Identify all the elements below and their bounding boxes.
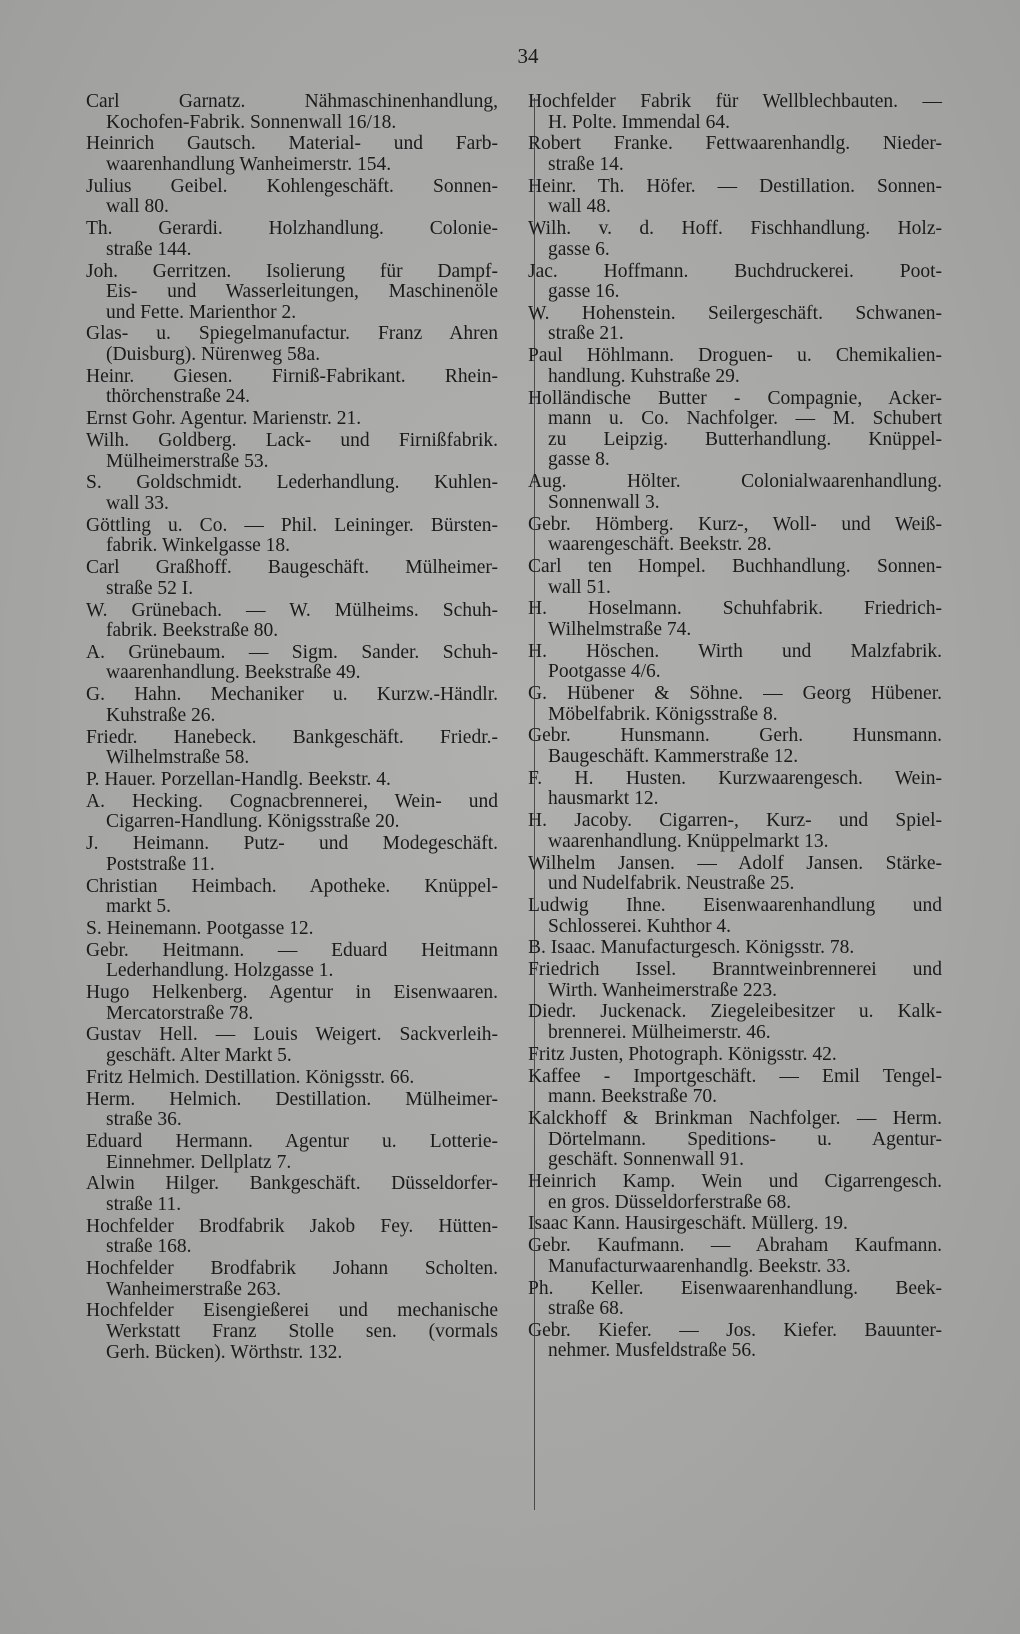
entry-line: und Nudelfabrik. Neustraße 25.	[548, 873, 795, 895]
directory-entry	[86, 728, 498, 769]
directory-entry	[86, 1025, 498, 1066]
directory-entry	[86, 919, 498, 940]
entry-line: Carl Graßhoff. Baugeschäft. Mülheimer-	[86, 557, 498, 579]
entry-line: en gros. Düsseldorferstraße 68.	[548, 1191, 792, 1213]
directory-entry	[528, 684, 942, 725]
entry-line: Aug. Hölter. Colonialwaarenhandlung.	[528, 471, 942, 493]
entry-line: Robert Franke. Fettwaarenhandlg. Nieder-	[528, 133, 942, 155]
directory-entry	[528, 177, 942, 218]
entry-line: Gebr. Kaufmann. — Abraham Kaufmann.	[528, 1235, 942, 1257]
entry-line: W. Grünebach. — W. Mülheims. Schuh-	[86, 599, 498, 621]
entry-line: A. Hecking. Cognacbrennerei, Wein- und	[86, 790, 498, 812]
directory-entry	[86, 92, 498, 133]
directory-entry	[528, 515, 942, 556]
directory-entry	[528, 262, 942, 303]
directory-entry	[528, 1172, 942, 1213]
entry-line: Heinrich Gautsch. Material- und Farb-	[86, 133, 498, 155]
directory-entry	[86, 409, 498, 430]
left-column	[86, 92, 498, 1364]
entry-line: Gerh. Bücken). Wörthstr. 132.	[106, 1341, 343, 1363]
entry-line: und Fette. Marienthor 2.	[106, 301, 297, 323]
entry-line: hausmarkt 12.	[548, 788, 659, 810]
directory-entry	[528, 599, 942, 640]
directory-entry	[528, 1321, 942, 1362]
entry-line: B. Isaac. Manufacturgesch. Königsstr. 78.	[528, 937, 855, 959]
entry-line: Alwin Hilger. Bankgeschäft. Düsseldorfer-	[86, 1173, 498, 1195]
entry-line: S. Goldschmidt. Lederhandlung. Kuhlen-	[86, 472, 498, 494]
entry-line: wall 80.	[106, 196, 169, 218]
entry-line: straße 144.	[106, 238, 192, 260]
entry-line: H. Polte. Immendal 64.	[548, 111, 730, 133]
directory-entry	[528, 1067, 942, 1108]
entry-line: waarengeschäft. Beekstr. 28.	[548, 534, 772, 556]
entry-line: H. Hoselmann. Schuhfabrik. Friedrich-	[528, 598, 942, 620]
entry-line: Paul Höhlmann. Droguen- u. Chemikalien-	[528, 345, 942, 367]
directory-entry	[86, 367, 498, 408]
entry-line: J. Heimann. Putz- und Modegeschäft.	[86, 833, 498, 855]
entry-line: Wirth. Wanheimerstraße 223.	[548, 979, 778, 1001]
entry-line: Joh. Gerritzen. Isolierung für Dampf-	[86, 260, 498, 282]
entry-line: Hochfelder Eisengießerei und mechanische	[86, 1300, 498, 1322]
directory-entry	[86, 324, 498, 365]
directory-entry	[86, 770, 498, 791]
directory-entry	[528, 811, 942, 852]
entry-line: G. Hübener & Söhne. — Georg Hübener.	[528, 683, 942, 705]
directory-entry	[86, 877, 498, 918]
directory-entry	[528, 1045, 942, 1066]
entry-line: nehmer. Musfeldstraße 56.	[548, 1340, 756, 1362]
directory-entry	[528, 726, 942, 767]
entry-line: Heinr. Giesen. Firniß-Fabrikant. Rhein-	[86, 365, 498, 387]
entry-line: H. Jacoby. Cigarren-, Kurz- und Spiel-	[528, 810, 942, 832]
entry-line: Ernst Gohr. Agentur. Marienstr. 21.	[86, 408, 362, 430]
entry-line: Fritz Justen, Photograph. Königsstr. 42.	[528, 1043, 837, 1065]
entry-line: Wanheimerstraße 263.	[106, 1278, 281, 1300]
entry-line: Gebr. Hunsmann. Gerh. Hunsmann.	[528, 725, 942, 747]
entry-line: Carl ten Hompel. Buchhandlung. Sonnen-	[528, 555, 942, 577]
entry-line: waarenhandlung Wanheimerstr. 154.	[106, 153, 392, 175]
directory-entry	[86, 473, 498, 514]
entry-line: Sonnenwall 3.	[548, 491, 660, 513]
directory-entry	[86, 262, 498, 324]
entry-line: Heinr. Th. Höfer. — Destillation. Sonnen-	[528, 175, 942, 197]
entry-line: Friedr. Hanebeck. Bankgeschäft. Friedr.-	[86, 726, 498, 748]
entry-line: Hochfelder Brodfabrik Johann Scholten.	[86, 1258, 498, 1280]
entry-line: Mülheimerstraße 53.	[106, 450, 269, 472]
entry-line: Julius Geibel. Kohlengeschäft. Sonnen-	[86, 175, 498, 197]
entry-line: Kuhstraße 26.	[106, 704, 216, 726]
entry-line: straße 14.	[548, 153, 624, 175]
directory-entry	[528, 304, 942, 345]
entry-line: S. Heinemann. Pootgasse 12.	[86, 917, 314, 939]
entry-line: Göttling u. Co. — Phil. Leininger. Bürsten-	[86, 514, 498, 536]
entry-line: mann. Beekstraße 70.	[548, 1086, 717, 1108]
directory-entry	[528, 472, 942, 513]
right-column	[528, 92, 942, 1363]
entry-line: markt 5.	[106, 896, 171, 918]
entry-line: waarenhandlung. Beekstraße 49.	[106, 662, 361, 684]
entry-line: Christian Heimbach. Apotheke. Knüppel-	[86, 875, 498, 897]
directory-entry	[528, 938, 942, 959]
entry-line: Baugeschäft. Kammerstraße 12.	[548, 746, 799, 768]
entry-line: geschäft. Sonnenwall 91.	[548, 1149, 745, 1171]
entry-line: Manufacturwaarenhandlg. Beekstr. 33.	[548, 1255, 851, 1277]
entry-line: wall 33.	[106, 492, 169, 514]
entry-line: thörchenstraße 24.	[106, 386, 251, 408]
entry-line: Einnehmer. Dellplatz 7.	[106, 1151, 292, 1173]
entry-line: P. Hauer. Porzellan-Handlg. Beekstr. 4.	[86, 769, 391, 790]
directory-entry	[86, 983, 498, 1024]
directory-entry	[86, 601, 498, 642]
entry-line: Pootgasse 4/6.	[548, 661, 661, 683]
directory-entry	[86, 834, 498, 875]
entry-line: Gebr. Kiefer. — Jos. Kiefer. Bauunter-	[528, 1319, 942, 1341]
entry-line: G. Hahn. Mechaniker u. Kurzw.-Händlr.	[86, 684, 498, 706]
directory-entry	[86, 219, 498, 260]
entry-line: Friedrich Issel. Branntweinbrennerei und	[528, 959, 942, 981]
directory-entry	[528, 92, 942, 133]
entry-line: Poststraße 11.	[106, 853, 215, 875]
entry-line: Kaffee - Importgeschäft. — Emil Tengel-	[528, 1065, 942, 1087]
entry-line: Fritz Helmich. Destillation. Königsstr. 66.	[86, 1066, 415, 1088]
entry-line: straße 168.	[106, 1236, 192, 1258]
entry-line: Mercatorstraße 78.	[106, 1002, 254, 1024]
entry-line: Lederhandlung. Holzgasse 1.	[106, 960, 334, 982]
directory-entry	[86, 1301, 498, 1363]
directory-entry	[86, 558, 498, 599]
directory-entry	[528, 557, 942, 598]
directory-entry	[86, 1217, 498, 1258]
entry-line: zu Leipzig. Butterhandlung. Knüppel-	[548, 428, 942, 450]
entry-line: geschäft. Alter Markt 5.	[106, 1045, 292, 1067]
entry-line: gasse 6.	[548, 238, 610, 260]
entry-line: Ludwig Ihne. Eisenwaarenhandlung und	[528, 894, 942, 916]
directory-entry	[86, 792, 498, 833]
directory-entry	[528, 389, 942, 471]
entry-line: Holländische Butter - Compagnie, Acker-	[528, 387, 942, 409]
entry-line: Heinrich Kamp. Wein und Cigarrengesch.	[528, 1170, 942, 1192]
directory-entry	[86, 1174, 498, 1215]
entry-line: Wilh. Goldberg. Lack- und Firnißfabrik.	[86, 430, 498, 451]
directory-entry	[86, 134, 498, 175]
entry-line: Wilhelmstraße 74.	[548, 618, 692, 640]
entry-line: Th. Gerardi. Holzhandlung. Colonie-	[86, 218, 498, 240]
entry-line: Gebr. Hömberg. Kurz-, Woll- und Weiß-	[528, 513, 942, 535]
entry-line: wall 48.	[548, 196, 611, 218]
directory-entry	[86, 1068, 498, 1089]
directory-entry	[86, 177, 498, 218]
entry-line: gasse 16.	[548, 281, 620, 303]
directory-entry	[528, 1236, 942, 1277]
entry-line: Hochfelder Fabrik für Wellblechbauten. —	[528, 91, 942, 112]
entry-line: straße 36.	[106, 1109, 182, 1131]
entry-line: straße 21.	[548, 323, 624, 345]
entry-line: A. Grünebaum. — Sigm. Sander. Schuh-	[86, 641, 498, 663]
directory-entry	[528, 854, 942, 895]
entry-line: Diedr. Juckenack. Ziegeleibesitzer u. Kalk-	[528, 1001, 942, 1023]
entry-line: Schlosserei. Kuhthor 4.	[548, 915, 732, 937]
directory-entry	[528, 1214, 942, 1235]
directory-entry	[528, 346, 942, 387]
entry-line: Gebr. Heitmann. — Eduard Heitmann	[86, 939, 498, 961]
directory-entry	[528, 1109, 942, 1171]
entry-line: Carl Garnatz. Nähmaschinenhandlung,	[86, 91, 498, 112]
entry-line: H. Höschen. Wirth und Malzfabrik.	[528, 640, 942, 662]
entry-line: mann u. Co. Nachfolger. — M. Schubert	[548, 408, 942, 430]
directory-entry	[86, 643, 498, 684]
entry-line: Glas- u. Spiegelmanufactur. Franz Ahren	[86, 323, 498, 345]
entry-line: gasse 8.	[548, 449, 610, 471]
directory-entry	[528, 896, 942, 937]
entry-line: Hochfelder Brodfabrik Jakob Fey. Hütten-	[86, 1215, 498, 1237]
entry-line: Isaac Kann. Hausirgeschäft. Müllerg. 19.	[528, 1213, 848, 1235]
directory-entry	[528, 1279, 942, 1320]
directory-entry	[86, 431, 498, 472]
entry-line: fabrik. Winkelgasse 18.	[106, 535, 291, 557]
entry-line: Herm. Helmich. Destillation. Mülheimer-	[86, 1088, 498, 1110]
entry-line: Wilhelmstraße 58.	[106, 747, 250, 769]
page-number: 34	[517, 44, 539, 68]
directory-entry	[528, 642, 942, 683]
directory-entry	[86, 941, 498, 982]
entry-line: Wilh. v. d. Hoff. Fischhandlung. Holz-	[528, 218, 942, 240]
directory-entry	[528, 134, 942, 175]
entry-line: straße 11.	[106, 1193, 182, 1215]
directory-entry	[528, 960, 942, 1001]
entry-line: Gustav Hell. — Louis Weigert. Sackverleih-	[86, 1024, 498, 1046]
entry-line: straße 52 I.	[106, 577, 194, 599]
directory-entry	[86, 1090, 498, 1131]
entry-line: Kalckhoff & Brinkman Nachfolger. — Herm.	[528, 1108, 942, 1129]
entry-line: Hugo Helkenberg. Agentur in Eisenwaaren.	[86, 982, 498, 1004]
directory-entry	[528, 1002, 942, 1043]
entry-line: Möbelfabrik. Königsstraße 8.	[548, 703, 778, 725]
directory-entry	[86, 1132, 498, 1173]
entry-line: Cigarren-Handlung. Königsstraße 20.	[106, 811, 400, 833]
entry-line: waarenhandlung. Knüppelmarkt 13.	[548, 830, 829, 852]
directory-entry	[528, 769, 942, 810]
entry-line: Werkstatt Franz Stolle sen. (vormals	[106, 1321, 498, 1343]
entry-line: Kochofen-Fabrik. Sonnenwall 16/18.	[106, 111, 397, 133]
entry-line: Eis- und Wasserleitungen, Maschinenöle	[106, 281, 498, 303]
entry-line: straße 68.	[548, 1298, 624, 1320]
entry-line: (Duisburg). Nürenweg 58a.	[106, 344, 321, 366]
directory-entry	[528, 219, 942, 260]
entry-line: Wilhelm Jansen. — Adolf Jansen. Stärke-	[528, 852, 942, 874]
entry-line: brennerei. Mülheimerstr. 46.	[548, 1022, 771, 1044]
entry-line: Jac. Hoffmann. Buchdruckerei. Poot-	[528, 260, 942, 282]
entry-line: W. Hohenstein. Seilergeschäft. Schwanen-	[528, 302, 942, 324]
entry-line: fabrik. Beekstraße 80.	[106, 620, 279, 642]
directory-entry	[86, 1259, 498, 1300]
entry-line: wall 51.	[548, 576, 611, 598]
entry-line: Dörtelmann. Speditions- u. Agentur-	[548, 1128, 942, 1150]
entry-line: handlung. Kuhstraße 29.	[548, 365, 740, 387]
directory-entry	[86, 516, 498, 557]
directory-entry	[86, 685, 498, 726]
entry-line: F. H. Husten. Kurzwaarengesch. Wein-	[528, 767, 942, 789]
entry-line: Ph. Keller. Eisenwaarenhandlung. Beek-	[528, 1277, 942, 1299]
entry-line: Eduard Hermann. Agentur u. Lotterie-	[86, 1130, 498, 1152]
